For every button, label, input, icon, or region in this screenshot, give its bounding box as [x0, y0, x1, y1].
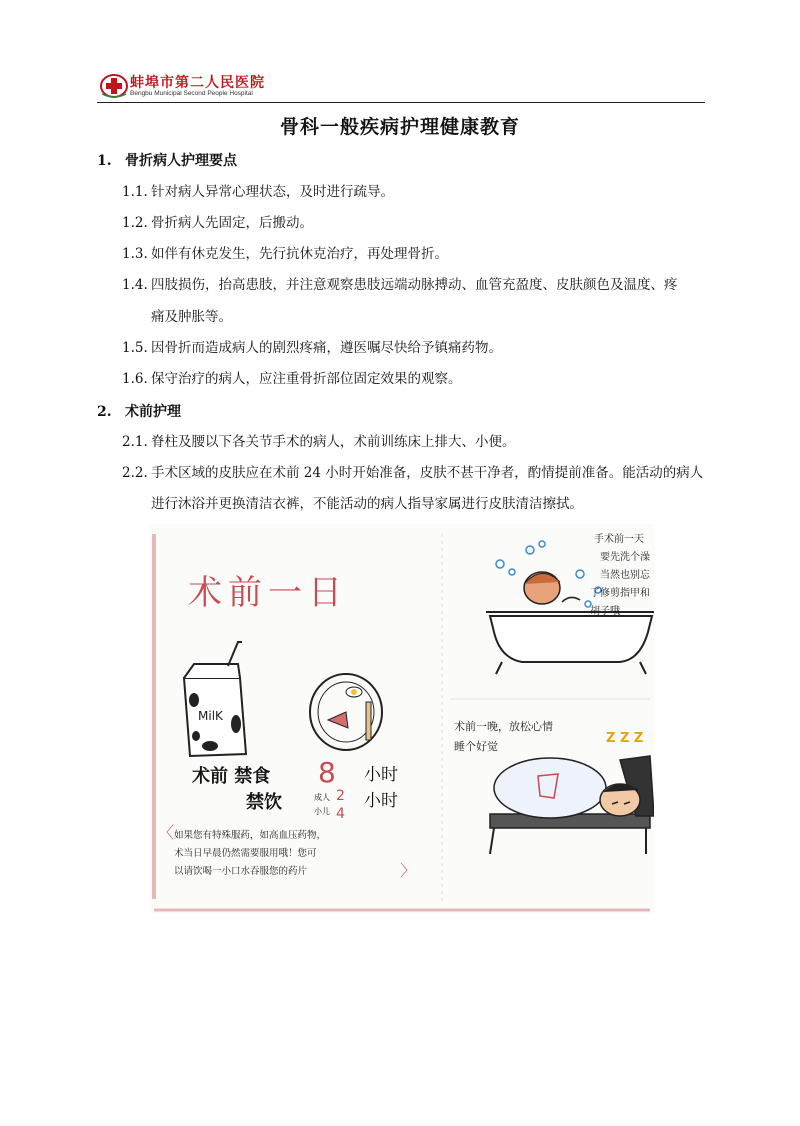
section-heading [97, 401, 181, 421]
hours-unit: 小时 [364, 791, 398, 811]
item-text: 四肢损伤，抬高患肢，并注意观察患肢远端动脉搏动、血管充盈度、皮肤颜色及温度、疼 [151, 277, 678, 293]
list-item [122, 213, 313, 233]
item-text: 针对病人异常心理状态，及时进行疏导。 [151, 184, 394, 200]
fasting-hours: 8 [318, 756, 336, 789]
note-line: 如果您有特殊服药，如高血压药物， [174, 830, 327, 841]
list-item [122, 244, 448, 264]
header-divider [97, 102, 705, 103]
svg-text:〉: 〉 [400, 861, 417, 880]
red-cross-logo-icon [100, 74, 128, 98]
drink-hours-adult: 2 [336, 788, 345, 804]
section-title: 骨折病人护理要点 [125, 153, 237, 169]
hours-unit: 小时 [364, 765, 398, 785]
item-number: 1.4. [122, 277, 148, 293]
svg-text:〈: 〈 [158, 823, 175, 842]
list-item [122, 338, 502, 358]
child-label: 小儿 [314, 807, 330, 816]
item-text: 如伴有休克发生，先行抗休克治疗，再处理骨折。 [151, 246, 448, 262]
item-text: 骨折病人先固定，后搬动。 [151, 215, 313, 231]
item-text: 脊柱及腰以下各关节手术的病人，术前训练床上排大、小便。 [151, 434, 516, 450]
section-title: 术前护理 [125, 404, 181, 420]
item-number: 1.6. [122, 371, 148, 387]
list-item [122, 463, 703, 483]
item-number: 1.3. [122, 246, 148, 262]
item-text-continued: 进行沐浴并更换清洁衣裤，不能活动的病人指导家属进行皮肤清洁擦拭。 [151, 496, 583, 512]
document-title: 骨科一般疾病护理健康教育 [279, 116, 520, 138]
note-line: 以请饮喝一小口水吞服您的药片 [174, 866, 308, 877]
list-item [122, 432, 516, 452]
list-item [122, 275, 678, 295]
illus-title: 术前一日 [188, 573, 348, 613]
bath-line: 当然也别忘 [600, 570, 650, 581]
sleep-line: 睡个好觉 [454, 740, 498, 753]
item-number: 2.1. [122, 434, 148, 450]
item-text: 保守治疗的病人，应注重骨折部位固定效果的观察。 [151, 371, 462, 387]
bath-line: 要先洗个澡 [600, 552, 650, 563]
drink-label: 禁饮 [246, 792, 282, 813]
section-number: 2. [97, 404, 112, 420]
section-number: 1. [97, 153, 112, 169]
hospital-name: 蚌埠市第二人民医院 [130, 75, 265, 91]
item-text: 因骨折而造成病人的剧烈疼痛，遵医嘱尽快给予镇痛药物。 [151, 340, 502, 356]
item-number: 2.2. [122, 465, 148, 481]
drink-hours-child: 4 [336, 806, 345, 822]
section-heading [97, 150, 237, 170]
sleep-line: 术前一晚，放松心情 [454, 720, 553, 733]
adult-label: 成人 [314, 793, 330, 802]
item-number: 1.5. [122, 340, 148, 356]
item-number: 1.1. [122, 184, 148, 200]
bath-line: 了修剪指甲和 [590, 588, 650, 599]
item-number: 1.2. [122, 215, 148, 231]
hospital-name-en: Bengbu Municipal Second People Hospital [130, 90, 253, 97]
bath-line: 手术前一天 [594, 534, 644, 545]
list-item [122, 369, 462, 389]
item-text-continued: 痛及肿胀等。 [151, 309, 232, 325]
list-item [122, 182, 394, 202]
fasting-label: 术前 禁食 [192, 766, 271, 787]
preop-day-illustration [150, 524, 654, 914]
bath-line: 胡子哦 [590, 606, 620, 617]
letterhead [100, 72, 705, 102]
item-text: 手术区域的皮肤应在术前 24 小时开始准备，皮肤不甚干净者，酌情提前准备。能活动的病人 [151, 465, 704, 481]
zzz-label: Z Z Z [606, 731, 644, 746]
note-line: 术当日早晨仍然需要服用哦！您可 [174, 848, 317, 859]
milk-label: MilK [198, 709, 223, 723]
